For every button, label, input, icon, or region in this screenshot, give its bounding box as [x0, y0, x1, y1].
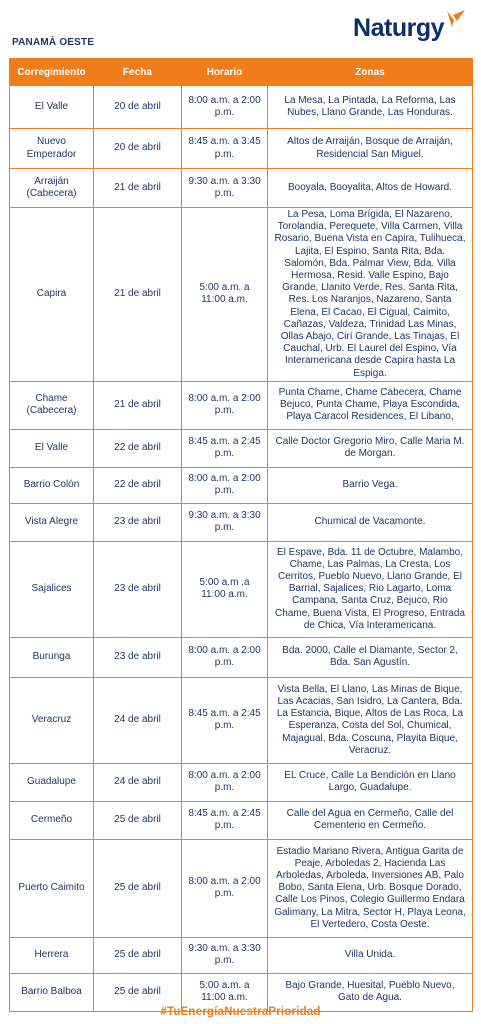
table-row: [10, 129, 473, 169]
table-row: [10, 429, 473, 467]
cell-zonas: Estadio Mariano Rivera, Antigua Garita de Peaje, Arboledas 2, Hacienda Las Arboledas, Arboleda, Inversiones AB, Palo Bobo, Santa Elena, Urb. Bosque Dorado, Calle Los Pinos, Colegio Guillermo Endara Galimany, La Mitra, Sector H, Playa Leona, El Vertedero, Costa Oeste.: [268, 839, 473, 937]
cell-zonas: Chumical de Vacamonte.: [268, 503, 473, 541]
cell-horario: 8:00 a.m. a 2:00 p.m.: [182, 839, 268, 937]
cell-fecha: 23 de abril: [94, 637, 182, 677]
region-title: PANAMÁ OESTE: [12, 37, 95, 48]
cell-zonas: Barrio Vega.: [268, 467, 473, 503]
cell-horario: 8:45 a.m. a 2:45 p.m.: [182, 677, 268, 763]
cell-fecha: 20 de abril: [94, 86, 182, 129]
table-row: [10, 381, 473, 429]
cell-corregimiento: El Valle: [10, 86, 94, 129]
cell-zonas: Bajo Grande, Huesital, Pueblo Nuevo, Gato de Agua.: [268, 973, 473, 1011]
cell-corregimiento: Capira: [10, 208, 94, 382]
cell-zonas: Vista Bella, El Llano, Las Minas de Bique, Las Acacias, San Isidro, La Cantera, Bda. La Estancia, Bique, Altos de Las Roca, La Esperanza, Costa del Sol, Chumical, Majagual, Bda. Coscuna, Playita Bique, Veracruz.: [268, 677, 473, 763]
cell-zonas: Altos de Arraiján, Bosque de Arraiján, Residencial San Miguel.: [268, 129, 473, 169]
cell-zonas: EL Cruce, Calle La Bendición en Llano Largo, Guadalupe.: [268, 763, 473, 801]
cell-zonas: La Pesa, Loma Brígida, El Nazareno, Torolandia, Perequete, Villa Carmen, Villa Rosario, Buena Vista en Capira, Tulihueca, Lajita, El Espino, Santa Rita, Bda. Salomón, Bda. Palmar View, Bda. Villa Hermosa, Resid. Valle Espino, Bajo Grande, Llanito Verde, Res. Santa Rita, Res. Los Naranjos, Nazareno, Santa Elena, El Cacao, El Cigual, Caimito, Cañazas, Valdeza, Trinidad Las Minas, Ollas Abajo, Cirí Grande, Las Tinajas, El Cauchal, Urb. El Laurel del Espino, Vía Interamericana desde Capira hasta La Espiga.: [268, 208, 473, 382]
cell-zonas: Villa Unida.: [268, 937, 473, 973]
cell-horario: 8:00 a.m. a 2:00 p.m.: [182, 637, 268, 677]
cell-zonas: Bda. 2000, Calle el Diamante, Sector 2, Bda. San Agustín.: [268, 637, 473, 677]
cell-horario: 8:45 a.m. a 2:45 p.m.: [182, 429, 268, 467]
cell-zonas: La Mesa, La Pintada, La Reforma, Las Nubes, Llano Grande, Las Honduras.: [268, 86, 473, 129]
brand-name: Naturgy: [353, 14, 444, 42]
cell-fecha: 25 de abril: [94, 839, 182, 937]
cell-corregimiento: Guadalupe: [10, 763, 94, 801]
cell-corregimiento: Cermeño: [10, 801, 94, 839]
cell-fecha: 20 de abril: [94, 129, 182, 169]
cell-fecha: 21 de abril: [94, 208, 182, 382]
cell-horario: 9:30 a.m. a 3:30 p.m.: [182, 503, 268, 541]
cell-fecha: 22 de abril: [94, 467, 182, 503]
cell-horario: 8:00 a.m. a 2:00 p.m.: [182, 763, 268, 801]
cell-fecha: 23 de abril: [94, 503, 182, 541]
cell-corregimiento: Barrio Colón: [10, 467, 94, 503]
table-row: [10, 839, 473, 937]
cell-horario: 8:00 a.m. a 2:00 p.m.: [182, 381, 268, 429]
cell-fecha: 25 de abril: [94, 973, 182, 1011]
cell-corregimiento: Herrera: [10, 937, 94, 973]
cell-corregimiento: Arraiján (Cabecera): [10, 169, 94, 208]
table-row: [10, 763, 473, 801]
cell-horario: 9:30 a.m. a 3:30 p.m.: [182, 169, 268, 208]
cell-fecha: 25 de abril: [94, 801, 182, 839]
brand-logo: [353, 14, 467, 43]
table-row: [10, 801, 473, 839]
cell-corregimiento: Burunga: [10, 637, 94, 677]
cell-corregimiento: Nuevo Emperador: [10, 129, 94, 169]
cell-zonas: El Espave, Bda. 11 de Octubre, Malambo, Chame, Las Palmas, La Cresta, Los Cerritos, Pueblo Nuevo, Llano Grande, El Barrial, Sajalices, Rio Lagarto, Loma Campana, Santa Cruz, Bejuco, Rio Chame, Buena Vista, El Progreso, Entrada de Chica, Vía Interamericana.: [268, 541, 473, 637]
table-row: [10, 208, 473, 382]
cell-fecha: 23 de abril: [94, 541, 182, 637]
cell-fecha: 22 de abril: [94, 429, 182, 467]
cell-horario: 8:45 a.m. a 3:45 p.m.: [182, 129, 268, 169]
cell-corregimiento: Chame (Cabecera): [10, 381, 94, 429]
cell-horario: 8:00 a.m. a 2:00 p.m.: [182, 467, 268, 503]
cell-horario: 8:45 a.m. a 2:45 p.m.: [182, 801, 268, 839]
cell-fecha: 21 de abril: [94, 381, 182, 429]
column-header-horario: Horario: [182, 59, 268, 86]
cell-zonas: Punta Chame, Chame Cabecera, Chame Bejuco, Punta Chame, Playa Escondida, Playa Caracol Residences, El Libano,: [268, 381, 473, 429]
cell-horario: 9:30 a.m. a 3:30 p.m.: [182, 937, 268, 973]
column-header-corregimiento: Corregimiento: [10, 59, 94, 86]
table-row: [10, 169, 473, 208]
cell-corregimiento: El Valle: [10, 429, 94, 467]
table-row: [10, 937, 473, 973]
cell-corregimiento: Sajalices: [10, 541, 94, 637]
cell-fecha: 25 de abril: [94, 937, 182, 973]
cell-zonas: Booyala, Booyalita, Altos de Howard.: [268, 169, 473, 208]
cell-horario: 5:00 a.m .a 11:00 a.m.: [182, 541, 268, 637]
column-header-fecha: Fecha: [94, 59, 182, 86]
cell-fecha: 24 de abril: [94, 763, 182, 801]
table-row: [10, 467, 473, 503]
outage-schedule-table: [9, 58, 473, 1012]
cell-zonas: Calle del Agua en Cermeño, Calle del Cementerio en Cermeño.: [268, 801, 473, 839]
cell-horario: 8:00 a.m. a 2:00 p.m.: [182, 86, 268, 129]
cell-fecha: 24 de abril: [94, 677, 182, 763]
footer-hashtag: #TuEnergíaNuestraPrioridad: [160, 1006, 321, 1018]
cell-corregimiento: Vista Alegre: [10, 503, 94, 541]
table-row: [10, 677, 473, 763]
table-header-row: [10, 59, 473, 86]
table-row: [10, 503, 473, 541]
cell-horario: 5:00 a.m. a 11:00 a.m.: [182, 208, 268, 382]
table-row: [10, 541, 473, 637]
table-row: [10, 637, 473, 677]
cell-corregimiento: Veracruz: [10, 677, 94, 763]
table-row: [10, 86, 473, 129]
cell-zonas: Calle Doctor Gregorio Miro, Calle Maria M. de Morgan.: [268, 429, 473, 467]
cell-corregimiento: Puerto Caimito: [10, 839, 94, 937]
cell-horario: 5:00 a.m. a 11:00 a.m.: [182, 973, 268, 1011]
cell-fecha: 21 de abril: [94, 169, 182, 208]
flame-logo-icon: [445, 9, 467, 34]
cell-corregimiento: Barrio Balboa: [10, 973, 94, 1011]
header: [0, 0, 481, 56]
column-header-zonas: Zonas: [268, 59, 473, 86]
